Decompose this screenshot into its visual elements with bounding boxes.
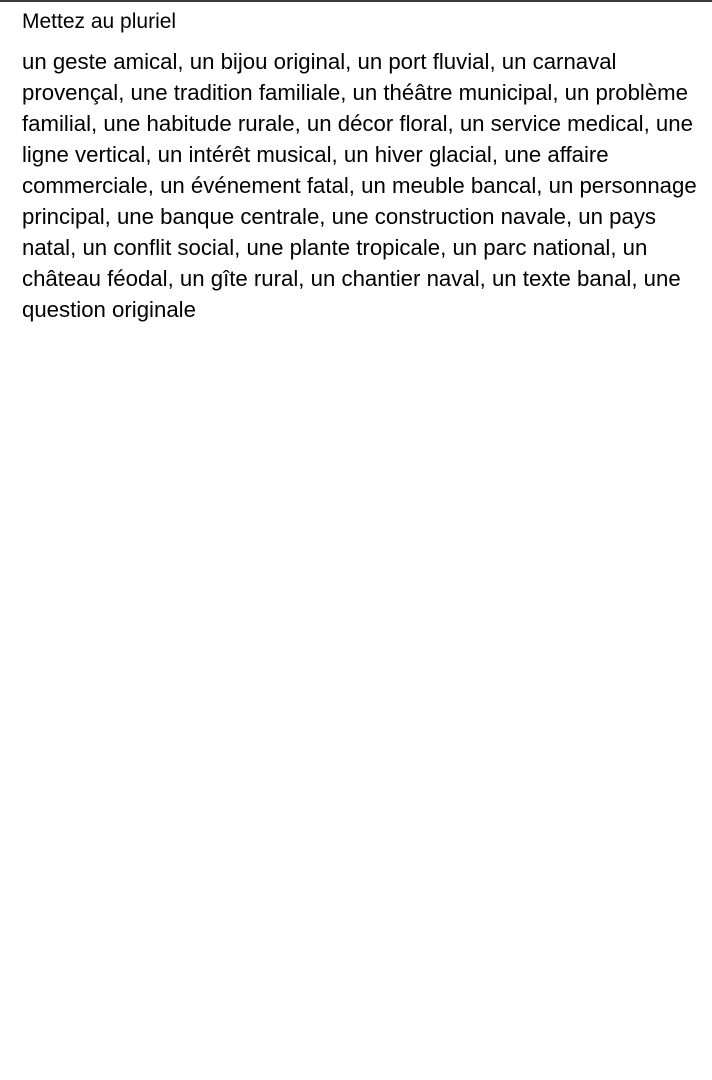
- exercise-heading: Mettez au pluriel: [22, 10, 177, 33]
- document-content: [22, 8, 706, 325]
- top-border: [0, 0, 712, 2]
- exercise-text: un geste amical, un bijou original, un port fluvial, un carnaval provençal, une tradition familiale, un théâtre municipal, un problème familial, une habitude rurale, un décor floral, un service medical, une ligne vertical, un intérêt musical, un hiver glacial, une affaire commerciale, un événement fatal, un meuble bancal, un personnage principal, une banque centrale, une construction navale, un pays natal, un conflit social, une plante tropicale, un parc national, un château féodal, un gîte rural, un chantier naval, un texte banal, une question originale: [22, 49, 697, 322]
